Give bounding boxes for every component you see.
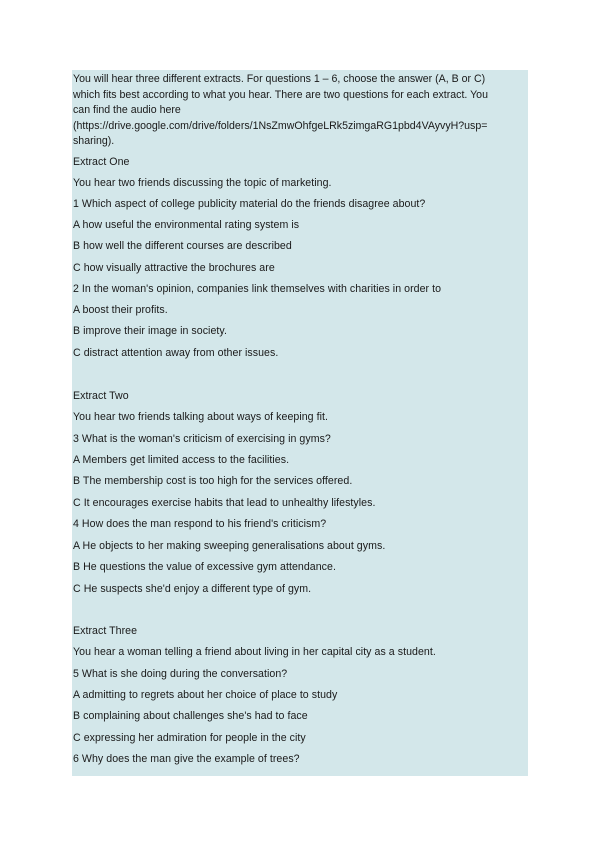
extract-one-heading: Extract One xyxy=(73,156,130,168)
question-2-option-c: C distract attention away from other issues. xyxy=(73,347,279,359)
question-5-option-c: C expressing her admiration for people in the city xyxy=(73,732,306,744)
extract-three-heading: Extract Three xyxy=(73,625,138,637)
question-2: 2 In the woman's opinion, companies link themselves with charities in order to xyxy=(73,283,442,295)
question-4-option-c: C He suspects she'd enjoy a different type of gym. xyxy=(73,583,312,595)
question-3-option-a: A Members get limited access to the facilities. xyxy=(73,454,290,466)
question-5-option-b: B complaining about challenges she's had to face xyxy=(73,710,308,722)
question-5-option-a: A admitting to regrets about her choice of place to study xyxy=(73,689,338,701)
instructions-line: which fits best according to what you hear. There are two questions for each extract. You xyxy=(73,88,488,101)
extract-one-context: You hear two friends discussing the topic of marketing. xyxy=(73,177,332,189)
extract-two-context: You hear two friends talking about ways of keeping fit. xyxy=(73,411,328,423)
question-2-option-a: A boost their profits. xyxy=(73,304,168,316)
instructions-line: can find the audio here xyxy=(73,104,181,116)
extract-two-heading: Extract Two xyxy=(73,390,129,402)
instructions-paragraph xyxy=(73,72,525,150)
audio-link[interactable]: (https://drive.google.com/drive/folders/1NsZmwOhfgeLRk5zimgaRG1pbd4VAyvyH?usp= xyxy=(73,119,488,132)
question-1-option-b: B how well the different courses are described xyxy=(73,240,292,252)
question-1-option-a: A how useful the environmental rating system is xyxy=(73,219,300,231)
question-5: 5 What is she doing during the conversation? xyxy=(73,668,288,680)
extract-three-context: You hear a woman telling a friend about living in her capital city as a student. xyxy=(73,646,436,658)
question-6: 6 Why does the man give the example of trees? xyxy=(73,753,300,765)
question-1-option-c: C how visually attractive the brochures are xyxy=(73,262,275,274)
question-4-option-b: B He questions the value of excessive gym attendance. xyxy=(73,561,336,573)
question-3-option-c: C It encourages exercise habits that lead to unhealthy lifestyles. xyxy=(73,497,376,509)
question-4-option-a: A He objects to her making sweeping generalisations about gyms. xyxy=(73,540,386,552)
question-4: 4 How does the man respond to his friend's criticism? xyxy=(73,518,327,530)
question-2-option-b: B improve their image in society. xyxy=(73,325,227,337)
question-3: 3 What is the woman's criticism of exercising in gyms? xyxy=(73,433,331,445)
question-1: 1 Which aspect of college publicity material do the friends disagree about? xyxy=(73,198,426,210)
question-3-option-b: B The membership cost is too high for the services offered. xyxy=(73,475,353,487)
audio-link-continuation[interactable]: sharing). xyxy=(73,135,115,147)
instructions-line: You will hear three different extracts. For questions 1 – 6, choose the answer (A, B or C) xyxy=(73,73,486,85)
